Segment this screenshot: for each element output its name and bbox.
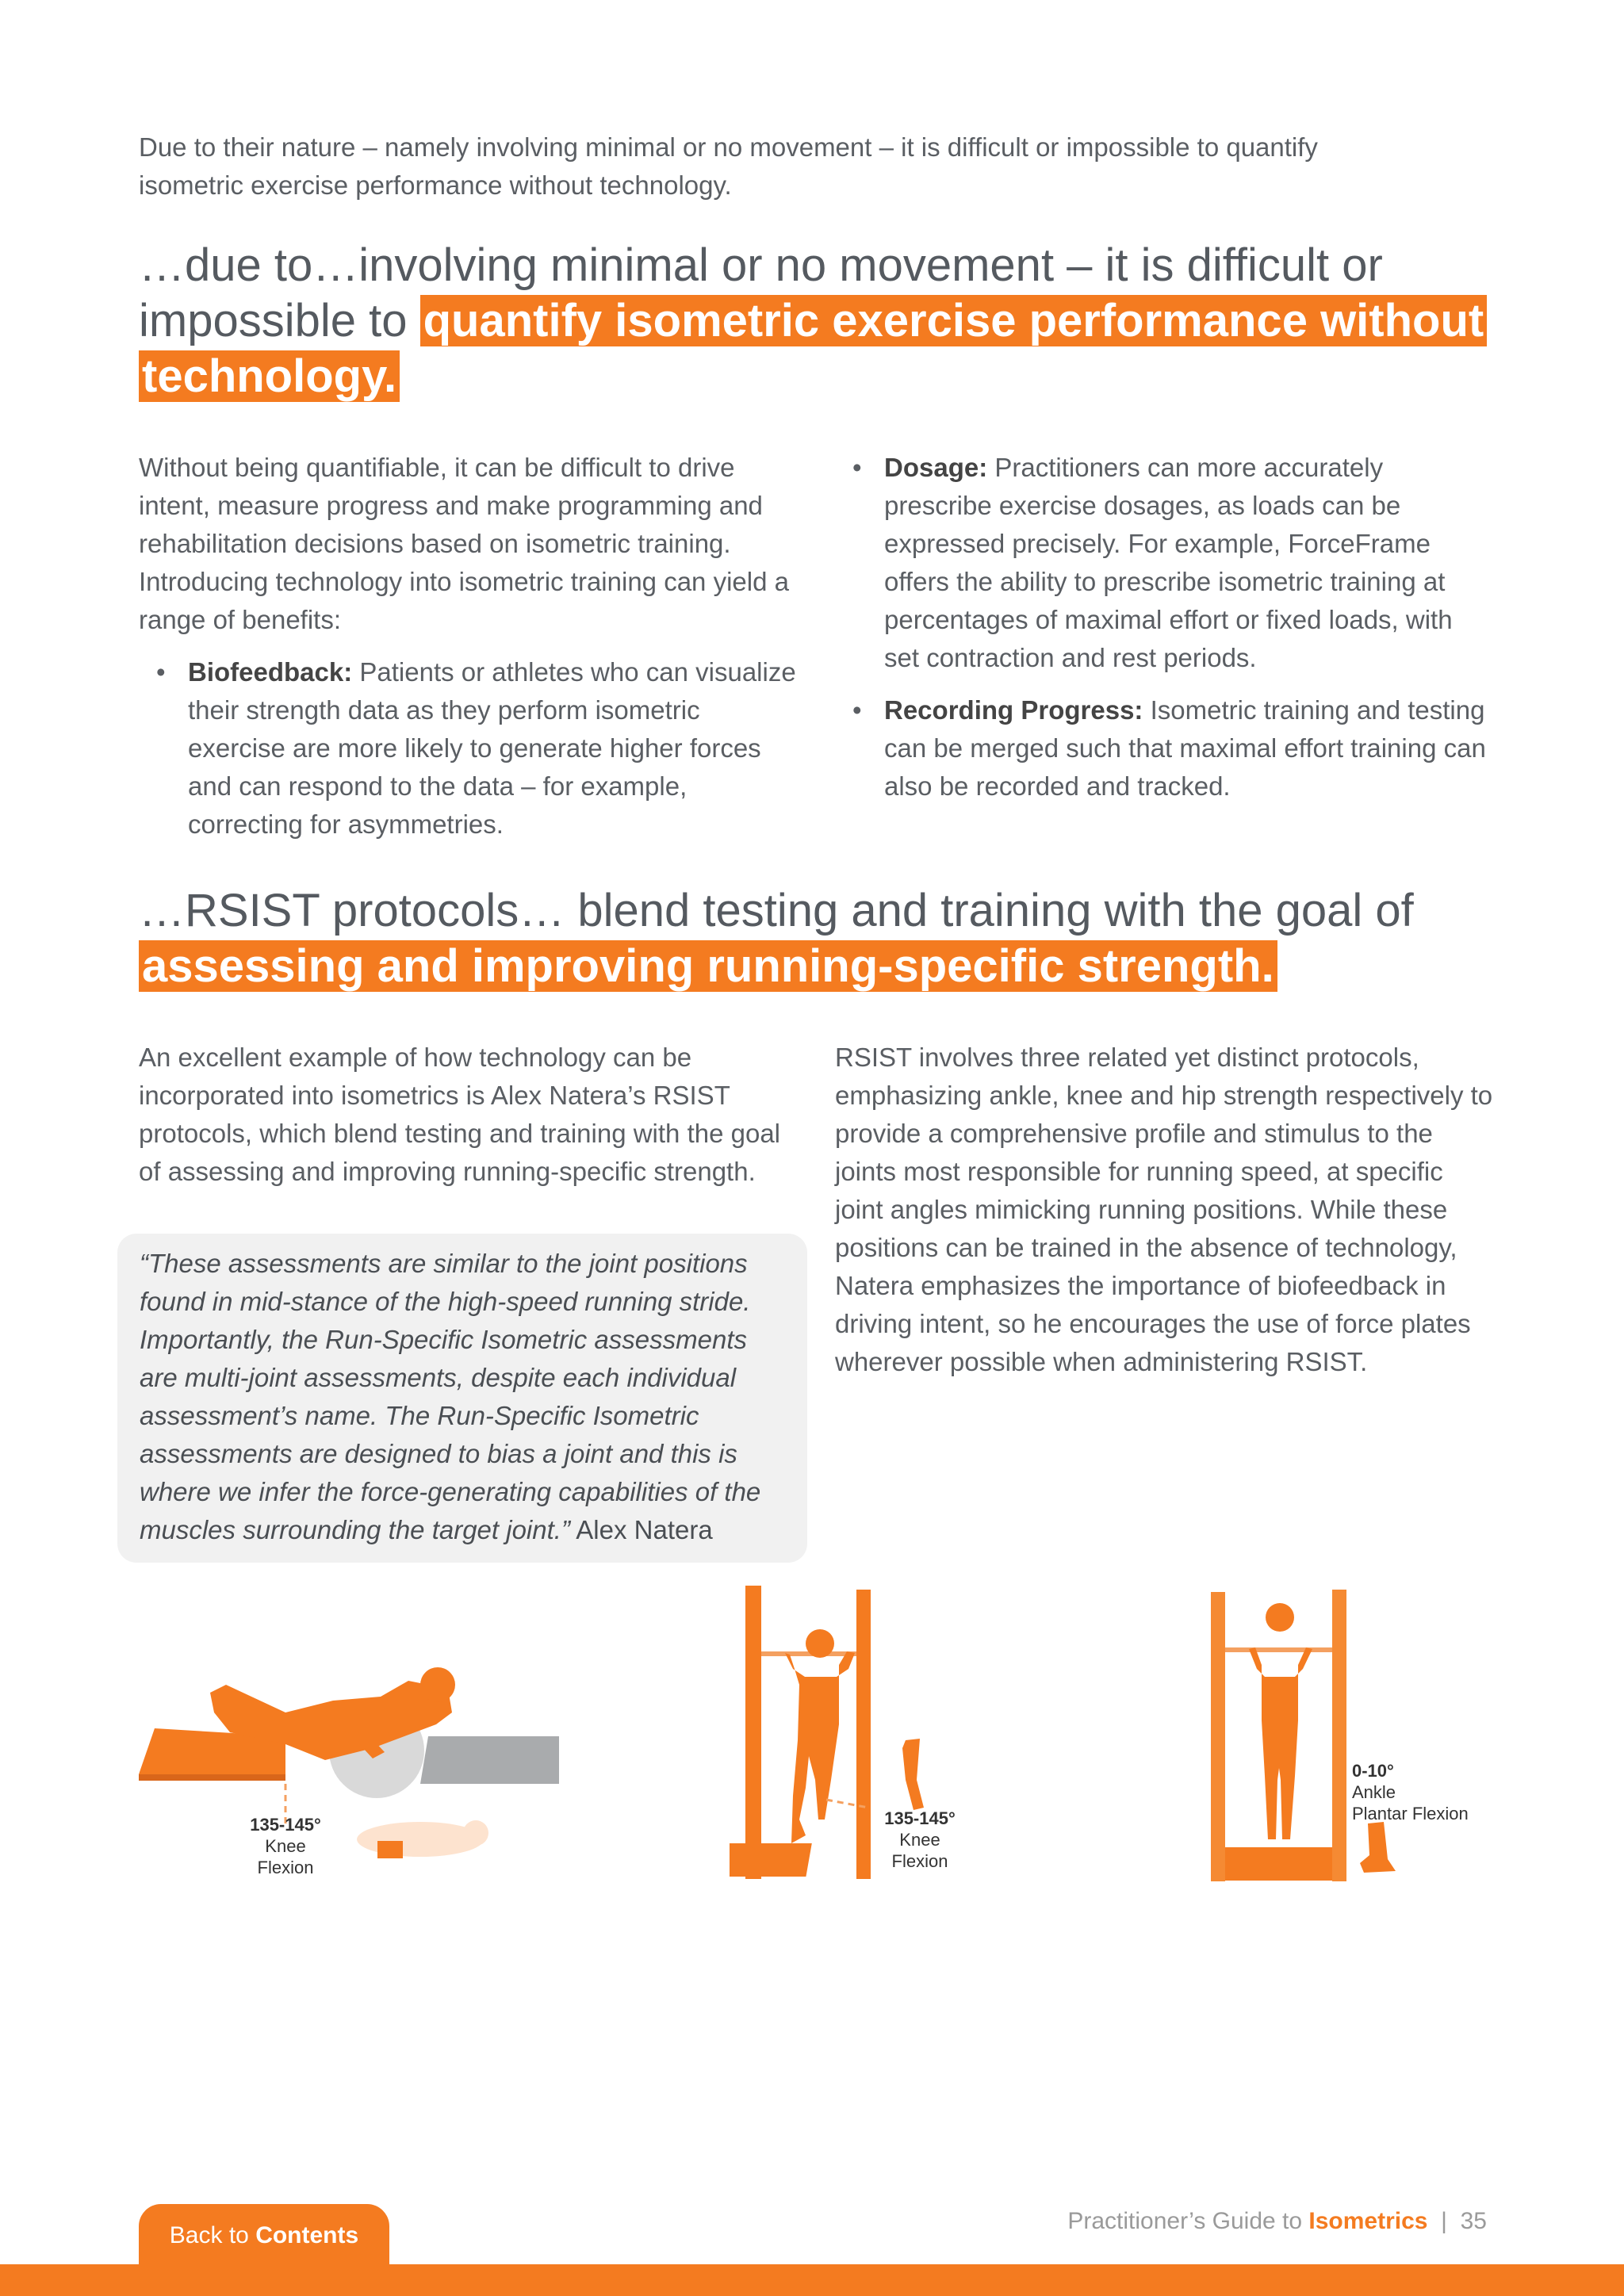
quote-author: Alex Natera (569, 1515, 713, 1544)
figure-standing-knee (730, 1582, 983, 1891)
back-contents-label: Contents (255, 2222, 359, 2248)
back-to-contents-button[interactable] (139, 2204, 389, 2267)
figure-2-line2: Flexion (891, 1851, 948, 1871)
page-footer (952, 2204, 1487, 2239)
pull-quote-2-plain: …RSIST protocols… blend testing and training with the goal of (139, 885, 1414, 936)
bullet-dosage (835, 449, 1493, 677)
left-column-2-text: An excellent example of how technology can be incorporated into isometrics is Alex Natera’s RSIST protocols, which blend testing and training with the goal of assessing and improving running-specific strength. (139, 1043, 780, 1186)
bullet-dosage-label: Dosage: (884, 453, 988, 482)
pull-quote-2-highlight: assessing and improving running-specific strength. (139, 940, 1277, 992)
pull-quote-1-highlight: quantify isometric exercise performance without technology. (139, 295, 1487, 402)
figure-1-line1: Knee (265, 1836, 306, 1856)
left-column-1 (139, 449, 797, 844)
bullet-biofeedback-text: Patients or athletes who can visualize their strength data as they perform isometric exercise are more likely to generate higher forces and can respond to the data – for example, correcting for asymmetries. (188, 657, 796, 839)
footer-separator: | (1441, 2208, 1447, 2234)
figure-3-line2: Plantar Flexion (1352, 1804, 1469, 1823)
figure-ankle-plantar-illustration (1201, 1586, 1408, 1891)
page-number: 35 (1460, 2208, 1487, 2234)
figure-2-angle: 135-145° (884, 1808, 956, 1828)
figure-lying-knee (135, 1657, 579, 1887)
bullet-biofeedback-label: Biofeedback: (188, 657, 353, 687)
back-prefix: Back to (169, 2222, 256, 2248)
figure-2-line1: Knee (899, 1830, 940, 1850)
footer-band (0, 2264, 1624, 2296)
bullet-recording-text: Isometric training and testing can be merged such that maximal effort training can also be recorded and tracked. (884, 695, 1486, 801)
intro-paragraph: Due to their nature – namely involving minimal or no movement – it is difficult or impossible to quantify isometric exercise performance without technology. (139, 132, 1318, 200)
figure-2-caption (864, 1808, 975, 1872)
bullet-list-right (835, 449, 1493, 806)
quote-text: “These assessments are similar to the joint positions found in mid-stance of the high-speed running stride. Importantly, the Run-Specific Isometric assessments are multi-joint assessments, despite each individual assessment’s name. The Run-Specific Isometric assessments are designed to bias a joint and this is where we infer the force-generating capabilities of the muscles surrounding the target joint.” (140, 1249, 761, 1544)
figure-3-caption (1352, 1760, 1519, 1824)
bullet-recording-progress (835, 691, 1493, 806)
pull-quote-1 (139, 238, 1503, 404)
quote-paragraph (140, 1245, 785, 1549)
figure-lying-knee-illustration (135, 1657, 579, 1887)
figure-1-caption (230, 1814, 341, 1878)
bullet-biofeedback (139, 653, 797, 844)
right-column-2-text: RSIST involves three related yet distinct protocols, emphasizing ankle, knee and hip strength respectively to provide a comprehensive profile and stimulus to the joints most responsible for running speed, at specific joint angles mimicking running positions. While these positions can be trained in the absence of technology, Natera emphasizes the importance of biofeedback in driving intent, so he encourages the use of force plates wherever possible when administering RSIST. (835, 1043, 1493, 1376)
pull-quote-1-plain: …due to…involving minimal or no movement – it is difficult or impossible to (139, 239, 1383, 346)
figure-1-line2: Flexion (257, 1858, 314, 1877)
quote-box (117, 1234, 807, 1563)
guide-prefix: Practitioner’s Guide to (1067, 2208, 1309, 2234)
bullet-list-left (139, 653, 797, 844)
bullet-recording-label: Recording Progress: (884, 695, 1143, 725)
left-column-1-text: Without being quantifiable, it can be difficult to drive intent, measure progress and make programming and rehabilitation decisions based on isometric training. Introducing technology into isometric training can yield a range of benefits: (139, 453, 789, 634)
figure-1-angle: 135-145° (250, 1815, 321, 1835)
figure-3-angle: 0-10° (1352, 1761, 1394, 1781)
figure-ankle-plantar (1201, 1586, 1519, 1891)
pull-quote-2 (139, 883, 1503, 994)
bullet-dosage-text: Practitioners can more accurately prescribe exercise dosages, as loads can be expressed precisely. For example, ForceFrame offers the ability to prescribe isometric training at percentages of maximal effort or fixed loads, with set contraction and rest periods. (884, 453, 1453, 672)
guide-accent: Isometrics (1308, 2208, 1428, 2234)
right-column-1 (835, 449, 1493, 806)
figure-3-line1: Ankle (1352, 1782, 1396, 1802)
